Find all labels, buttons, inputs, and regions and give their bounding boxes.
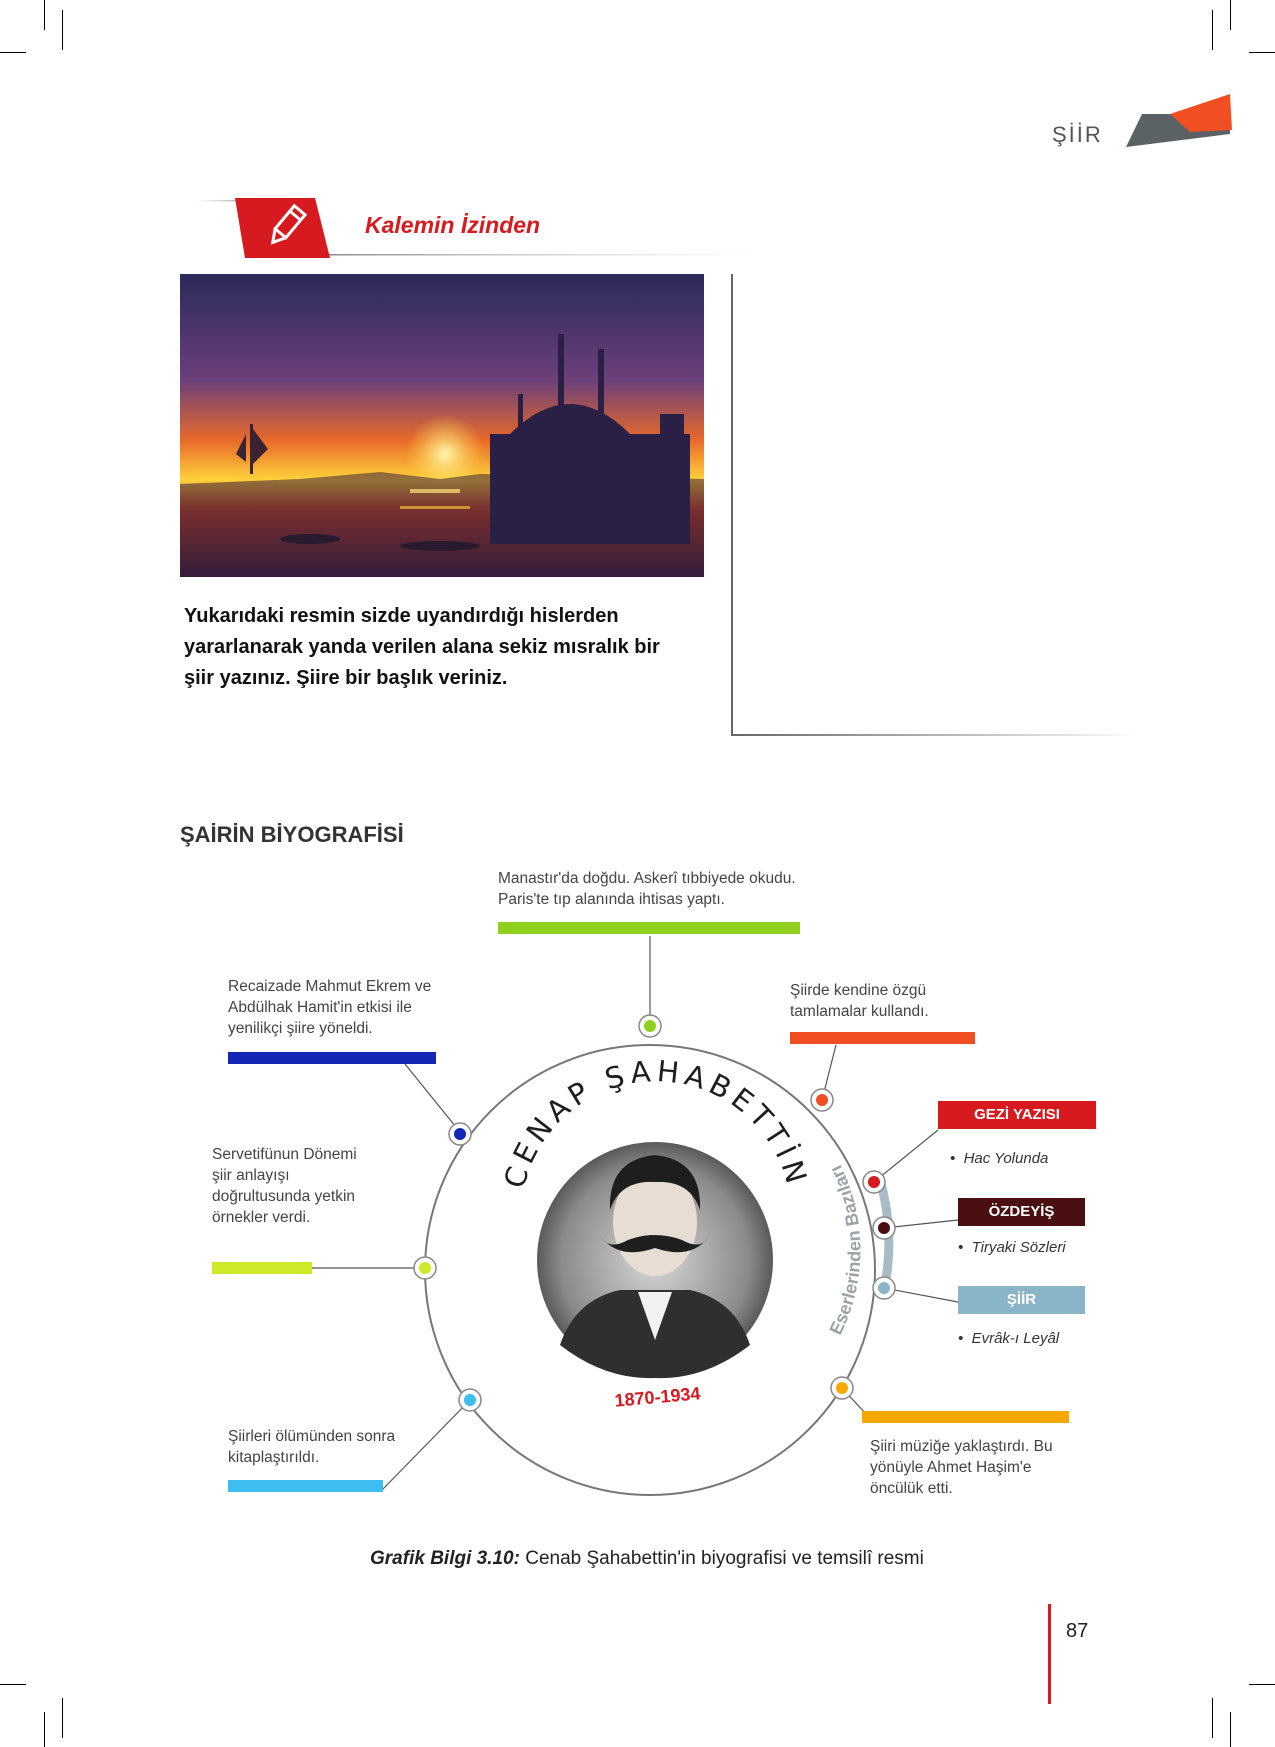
note-birth: Manastır'da doğdu. Askerî tıbbiyede okudu. Paris'te tıp alanında ihtisas yaptı. bbox=[498, 870, 796, 908]
works-heading: Eserlerinden Bazıları bbox=[825, 1162, 865, 1338]
poet-name: CENAP ŞAHABETTİN bbox=[497, 1053, 815, 1192]
work-label-poetry: ŞİİR bbox=[958, 1286, 1085, 1314]
work-item-travel: • Hac Yolunda bbox=[950, 1150, 1049, 1167]
svg-text:CENAP ŞAHABETTİN bbox=[497, 1054, 815, 1192]
note-influence: Recaizade Mahmut Ekrem ve Abdülhak Hamit'in etkisi ile yenilikçi şiire yöneldi. bbox=[228, 978, 432, 1037]
work-label-aphorism: ÖZDEYİŞ bbox=[958, 1198, 1085, 1226]
section-title: Kalemin İzinden bbox=[365, 212, 541, 238]
note-servetifunun: Servetifünun Dönemi şiir anlayışı doğrultusunda yetkin örnekler verdi. bbox=[212, 1146, 357, 1226]
work-item-aphorism: • Tiryaki Sözleri bbox=[958, 1239, 1066, 1256]
work-item-poetry: • Evrâk-ı Leyâl bbox=[958, 1330, 1060, 1347]
page-number: 87 bbox=[1066, 1620, 1089, 1642]
writing-prompt: Yukarıdaki resmin sizde uyandırdığı hislerden yararlanarak yanda verilen alana sekiz mısralık bir şiir yazınız. Şiire bir başlık veriniz. bbox=[184, 605, 660, 689]
note-posthumous: Şiirleri ölümünden sonra kitaplaştırıldı. bbox=[228, 1428, 396, 1466]
note-compounds: Şiirde kendine özgü tamlamalar kullandı. bbox=[790, 982, 929, 1020]
note-music: Şiiri müziğe yaklaştırdı. Bu yönüyle Ahmet Haşim'e öncülük etti. bbox=[870, 1438, 1053, 1497]
subject-label: ŞİİR bbox=[1052, 122, 1103, 147]
work-label-travel: GEZİ YAZISI bbox=[938, 1101, 1096, 1129]
figure-caption: Grafik Bilgi 3.10: Cenab Şahabettin'in biyografisi ve temsilî resmi bbox=[370, 1548, 924, 1569]
poet-years: 1870-1934 bbox=[613, 1383, 702, 1411]
biography-title: ŞAİRİN BİYOGRAFİSİ bbox=[180, 822, 404, 847]
page-number-bar bbox=[1048, 1604, 1051, 1704]
svg-text:Eserlerinden Bazıları bbox=[825, 1162, 864, 1338]
